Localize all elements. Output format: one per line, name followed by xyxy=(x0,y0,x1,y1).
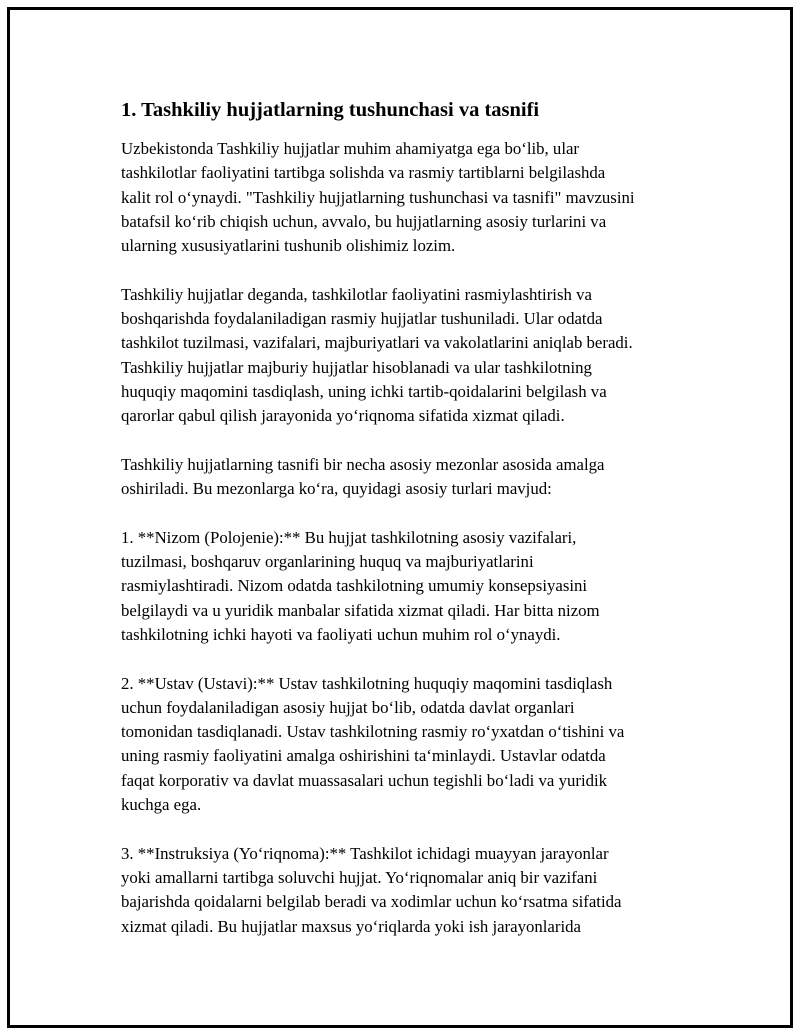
paragraph xyxy=(121,526,696,647)
text-line: tomonidan tasdiqlanadi. Ustav tashkilotning rasmiy ro‘yxatdan o‘tishini va xyxy=(121,722,625,742)
document-content xyxy=(121,97,696,963)
text-line: kuchga ega. xyxy=(121,795,202,815)
paragraph xyxy=(121,842,696,939)
text-line: Uzbekistonda Tashkiliy hujjatlar muhim ahamiyatga ega bo‘lib, ular xyxy=(121,139,580,158)
text-line: Tashkiliy hujjatlar deganda, tashkilotlar faoliyatini rasmiylashtirish va xyxy=(121,284,592,304)
text-line: boshqarishda foydalaniladigan rasmiy hujjatlar tushuniladi. Ular odatda xyxy=(121,309,603,329)
text-line: xizmat qiladi. Bu hujjatlar maxsus yo‘riqlarda yoki ish jarayonlarida xyxy=(121,916,581,936)
text-line: huquqiy maqomini tasdiqlash, uning ichki tartib-qoidalarini belgilash va xyxy=(121,381,607,401)
text-line: uchun foydalaniladigan asosiy hujjat bo‘lib, odatda davlat organlari xyxy=(121,697,575,717)
text-line: tashkilotning ichki hayoti va faoliyati uchun muhim rol o‘ynaydi. xyxy=(121,624,561,644)
text-line: bajarishda qoidalarni belgilab beradi va xodimlar uchun ko‘rsatma sifatida xyxy=(121,892,622,912)
paragraph xyxy=(121,672,696,818)
text-line: kalit rol o‘ynaydi. "Tashkiliy hujjatlarning tushunchasi va tasnifi" mavzusini xyxy=(121,187,635,207)
paragraph xyxy=(121,453,696,502)
paragraph-list xyxy=(121,137,696,939)
text-line: 1. **Nizom (Polojenie):** Bu hujjat tashkilotning asosiy vazifalari, xyxy=(121,527,577,547)
paragraph xyxy=(121,137,696,258)
text-line: faqat korporativ va davlat muassasalari uchun tegishli bo‘ladi va yuridik xyxy=(121,770,608,790)
text-line: qarorlar qabul qilish jarayonida yo‘riqnoma sifatida xizmat qiladi. xyxy=(121,406,565,426)
text-line: oshiriladi. Bu mezonlarga ko‘ra, quyidagi asosiy turlari mavjud: xyxy=(121,479,552,499)
text-line: tuzilmasi, boshqaruv organlarining huquq va majburiyatlarini xyxy=(121,552,534,572)
document-page xyxy=(7,7,793,1028)
document-heading: 1. Tashkiliy hujjatlarning tushunchasi va tasnifi xyxy=(121,99,540,121)
text-line: 3. **Instruksiya (Yo‘riqnoma):** Tashkilot ichidagi muayyan jarayonlar xyxy=(121,843,609,863)
paragraph xyxy=(121,283,696,429)
text-line: tashkilot tuzilmasi, vazifalari, majburiyatlari va vakolatlarini aniqlab beradi. xyxy=(121,333,633,353)
text-line: rasmiylashtiradi. Nizom odatda tashkilotning umumiy konsepsiyasini xyxy=(121,576,588,596)
text-line: yoki amallarni tartibga soluvchi hujjat. Yo‘riqnomalar aniq bir vazifani xyxy=(121,867,598,887)
text-line: Tashkiliy hujjatlarning tasnifi bir necha asosiy mezonlar asosida amalga xyxy=(121,454,605,474)
text-line: Tashkiliy hujjatlar majburiy hujjatlar hisoblanadi va ular tashkilotning xyxy=(121,357,592,377)
text-line: 2. **Ustav (Ustavi):** Ustav tashkilotning huquqiy maqomini tasdiqlash xyxy=(121,673,613,693)
text-line: uning rasmiy faoliyatini amalga oshirishini ta‘minlaydi. Ustavlar odatda xyxy=(121,746,606,766)
text-line: batafsil ko‘rib chiqish uchun, avvalo, bu hujjatlarning asosiy turlarini va xyxy=(121,211,607,231)
text-line: belgilaydi va u yuridik manbalar sifatida xizmat qiladi. Har bitta nizom xyxy=(121,600,600,620)
text-line: tashkilotlar faoliyatini tartibga solishda va rasmiy tartiblarni belgilashda xyxy=(121,163,606,183)
text-line: ularning xususiyatlarini tushunib olishimiz lozim. xyxy=(121,236,456,256)
